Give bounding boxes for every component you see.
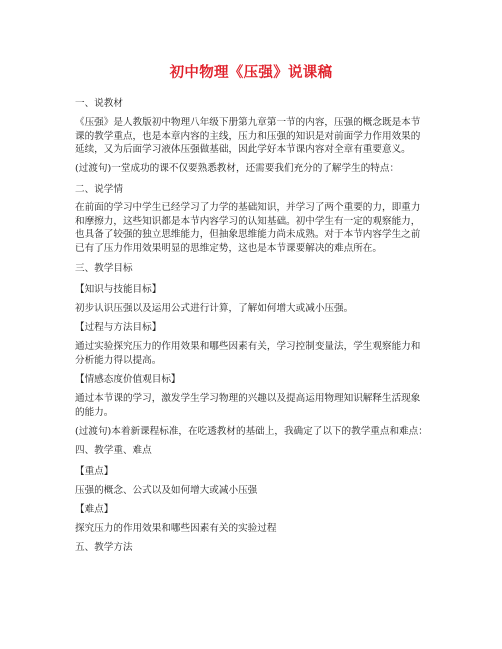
section-heading-methods: 五、教学方法 (75, 542, 133, 553)
transition-sentence-2: (过渡句)本着新课程标准，在吃透教材的基础上，我确定了以下的教学重点和难点： (75, 426, 428, 437)
tag-difficulty: 【难点】 (75, 504, 114, 515)
paragraph-key-point: 压强的概念、公式以及如何增大或减小压强 (75, 485, 258, 496)
tag-key-point: 【重点】 (75, 466, 114, 477)
paragraph-emotion (75, 392, 435, 419)
objective-tag-process: 【过程与方法目标】 (75, 322, 162, 333)
section-heading-key-points: 四、教学重、难点 (75, 445, 152, 456)
section-heading-students: 二、说学情 (75, 184, 123, 195)
paragraph-line: 已有了压力作用效果明显的思维定势，这也是本节课要解决的难点所在。 (75, 242, 382, 254)
section-heading-textbook: 一、说教材 (75, 98, 123, 109)
objective-tag-knowledge: 【知识与技能目标】 (75, 284, 162, 295)
paragraph-line: 《压强》是人教版初中物理八年级下册第九章第一节的内容，压强的概念既是本节 (75, 117, 421, 128)
paragraph-line: 分析能力得以提高。 (75, 354, 162, 366)
section-heading-objectives: 三、教学目标 (75, 263, 133, 274)
transition-sentence-1: (过渡句)一堂成功的课不仅要熟悉教材，还需要我们充分的了解学生的特点： (75, 163, 400, 174)
paragraph-process (75, 340, 435, 367)
paragraph-line: 通过本节课的学习，激发学生学习物理的兴趣以及提高运用物理知识解释生活现象 (75, 393, 421, 404)
paragraph-textbook (75, 116, 435, 157)
objective-tag-emotion: 【情感态度价值观目标】 (75, 374, 181, 385)
paragraph-line: 课的教学重点，也是本章内容的主线，压力和压强的知识是对前面学力作用效果的 (75, 130, 421, 142)
document-title: 初中物理《压强》说课稿 (169, 65, 333, 81)
paragraph-difficulty: 探究压力的作用效果和哪些因素有关的实验过程 (75, 523, 277, 534)
paragraph-line: 在前面的学习中学生已经学习了力学的基础知识，并学习了两个重要的力，即重力 (75, 202, 421, 213)
paragraph-line: 和摩擦力，这些知识都是本节内容学习的认知基础。初中学生有一定的观察能力， (75, 215, 421, 227)
paragraph-knowledge: 初步认识压强以及运用公式进行计算，了解如何增大或减小压强。 (75, 303, 354, 314)
paragraph-line: 也具备了较强的独立思维能力，但抽象思维能力尚未成熟。对于本节内容学生之前 (75, 229, 421, 241)
paragraph-line: 的能力。 (75, 406, 114, 418)
paragraph-students (75, 201, 435, 255)
paragraph-line: 延续，又为后面学习液体压强做基础，因此学好本节课内容对全章有重要意义。 (75, 144, 411, 156)
paragraph-line: 通过实验探究压力的作用效果和哪些因素有关，学习控制变量法，学生观察能力和 (75, 341, 421, 352)
